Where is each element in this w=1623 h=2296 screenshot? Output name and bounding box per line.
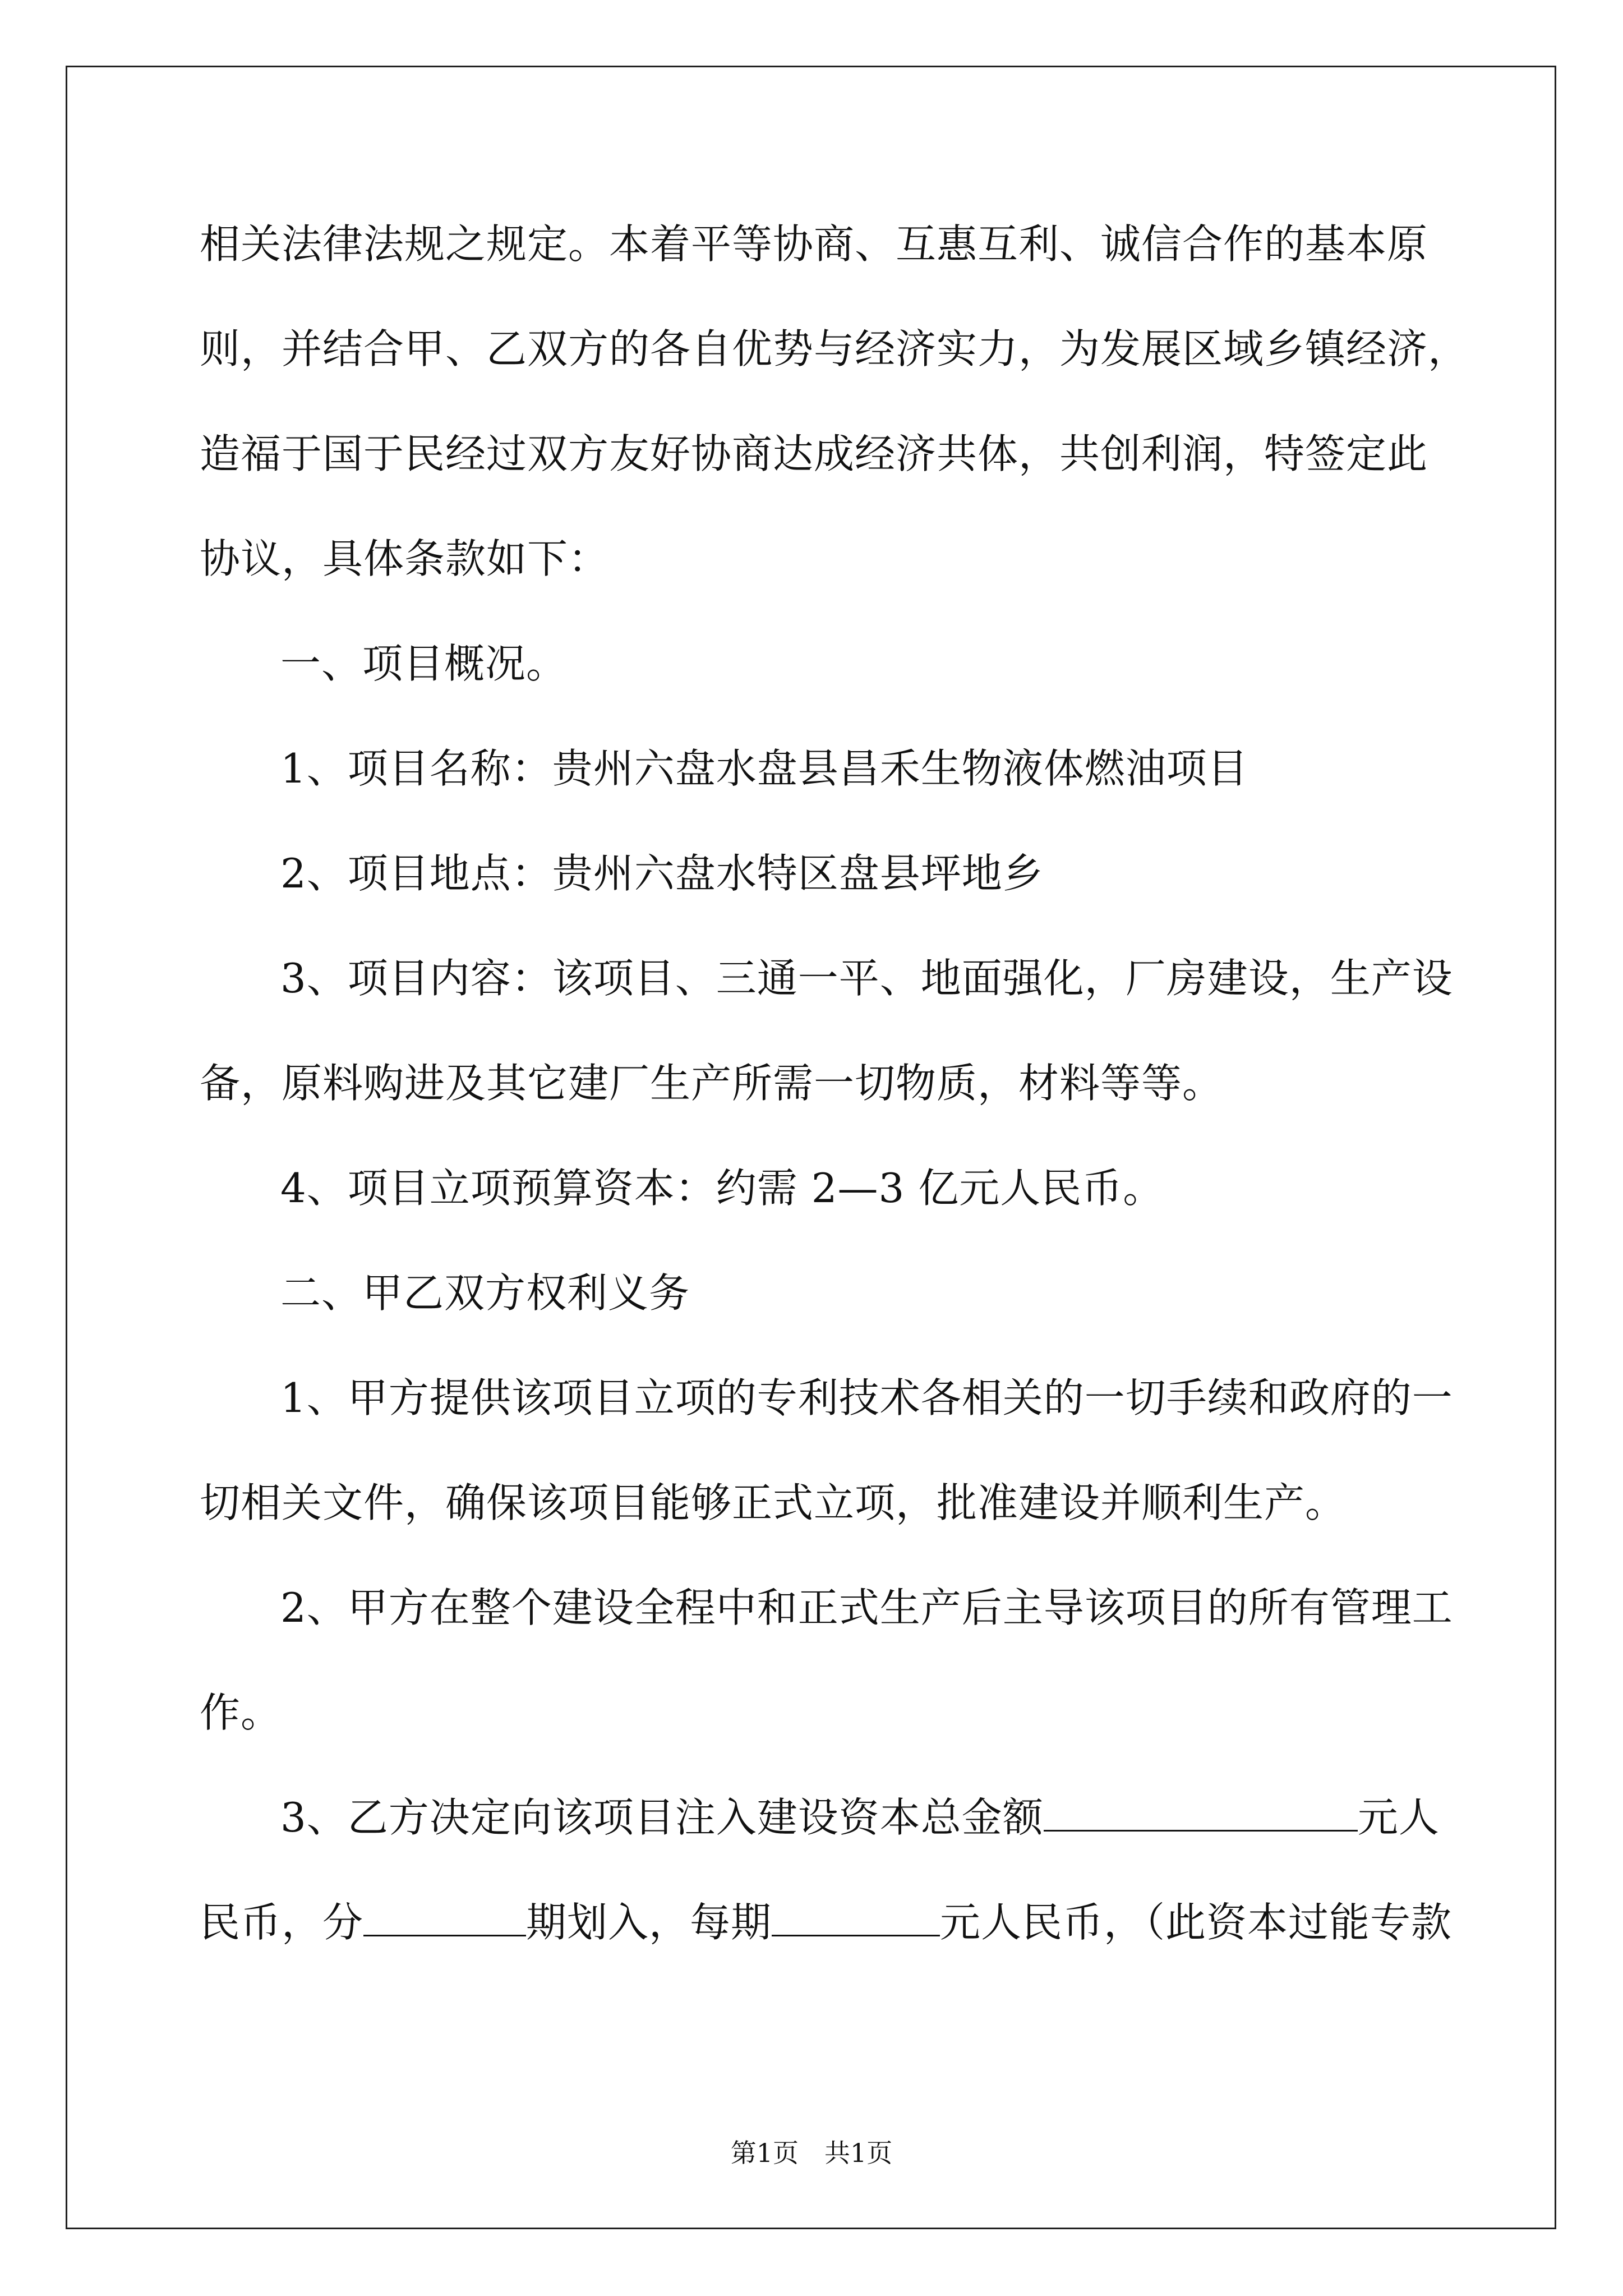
clause-3-suffix: 元人 (1357, 1794, 1440, 1841)
total-amount-blank[interactable] (1044, 1793, 1358, 1832)
clause-3-prefix: 3、乙方决定向该项目注入建设资本总金额 (280, 1794, 1044, 1841)
clause-3-line-2 (200, 1897, 1452, 1948)
paragraph-line: 2、项目地点：贵州六盘水特区盘县坪地乡 (280, 850, 1044, 897)
clause-3-part2: 期划入，每期 (526, 1899, 772, 1946)
paragraph-line: 3、项目内容：该项目、三通一平、地面强化，厂房建设，生产设 (280, 955, 1453, 1002)
paragraph-line: 切相关文件，确保该项目能够正式立项，批准建设并顺利生产。 (200, 1479, 1347, 1526)
paragraph-line: 1、甲方提供该项目立项的专利技术各相关的一切手续和政府的一 (280, 1374, 1453, 1421)
paragraph-line: 4、项目立项预算资本：约需 2—3 亿元人民币。 (280, 1165, 1164, 1212)
section-heading: 一、项目概况。 (280, 640, 568, 687)
page-footer: 第1页 共1页 (730, 2138, 893, 2168)
paragraph-line: 备，原料购进及其它建厂生产所需一切物质，材料等等。 (200, 1060, 1224, 1107)
paragraph-line: 1、项目名称：贵州六盘水盘县昌禾生物液体燃油项目 (280, 745, 1248, 792)
clause-3-part3: 元人民币，（此资本过能专款 (940, 1899, 1453, 1946)
paragraph-line: 则，并结合甲、乙双方的各自优势与经济实力，为发展区域乡镇经济， (200, 325, 1469, 372)
paragraph-line: 相关法律法规之规定。本着平等协商、互惠互利、诚信合作的基本原 (200, 220, 1428, 268)
installment-amount-blank[interactable] (772, 1898, 940, 1936)
clause-3-line-1 (280, 1792, 1440, 1843)
paragraph-line: 造福于国于民经过双方友好协商达成经济共体，共创利润，特签定此 (200, 430, 1428, 477)
clause-3-part1: 民币，分 (200, 1899, 364, 1946)
paragraph-line: 协议，具体条款如下： (200, 535, 610, 582)
section-heading: 二、甲乙双方权利义务 (280, 1269, 690, 1317)
paragraph-line: 作。 (200, 1689, 282, 1736)
installments-count-blank[interactable] (363, 1898, 526, 1936)
paragraph-line: 2、甲方在整个建设全程中和正式生产后主导该项目的所有管理工 (280, 1584, 1453, 1631)
